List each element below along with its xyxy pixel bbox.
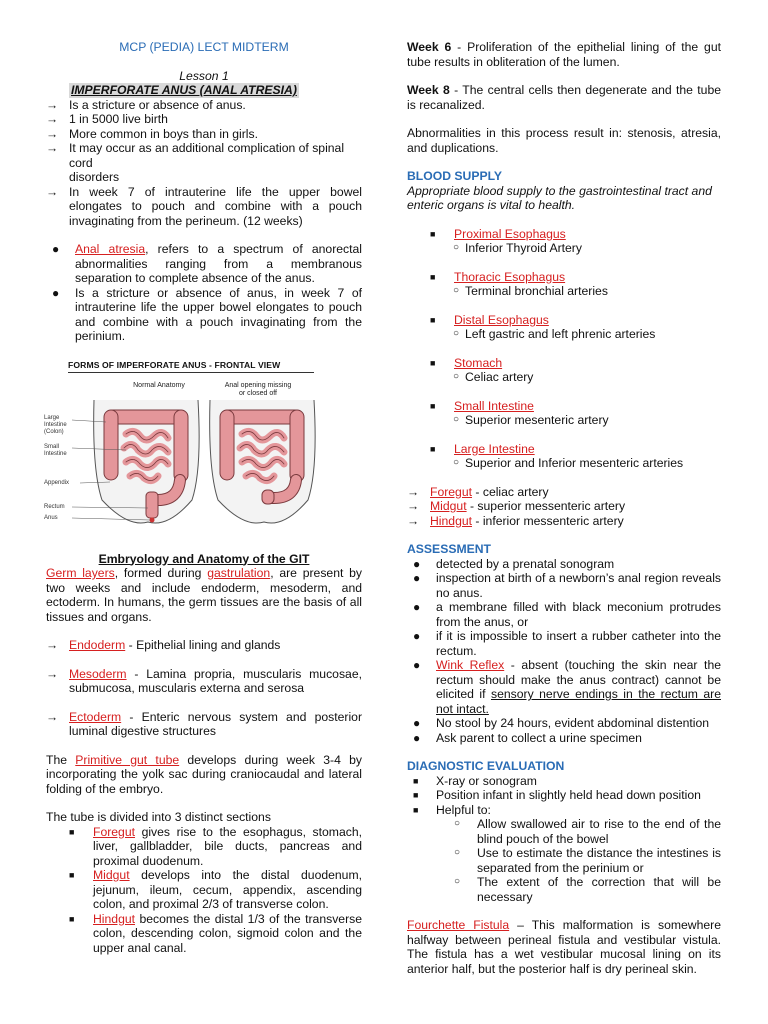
arrow-icon: → [407,499,420,513]
list-item: → Midgut - superior messenteric artery [407,499,626,513]
list-item: ■ Stomach [430,355,503,370]
blood-supply-intro: Appropriate blood supply to the gastrointestinal tract and enteric organs is vital to health. [407,183,712,212]
list-item: ○ Use to estimate the distance the intestines is separated from the perinium or [454,846,721,875]
bullet-icon: ● [413,629,421,643]
list-item: ● a membrane filled with black meconium protrudes from the anus, or [413,600,721,629]
list-item: ■ Small Intestine [430,398,534,413]
list-item: ■ Large Intestine [430,441,535,456]
bullet-icon: ● [52,242,60,256]
list-item: → Ectoderm - Enteric nervous system and posterior luminal digestive structures [46,709,362,738]
embryology-title: Embryology and Anatomy of the GIT [98,551,310,566]
list-item: ● Ask parent to collect a urine specimen [413,730,642,745]
arrow-icon: → [46,112,59,126]
arrow-icon: → [407,513,420,528]
assessment-heading: ASSESSMENT [407,542,491,556]
list-item: → It may occur as an additional complication of spinal cord [46,141,345,170]
list-item: → Is a stricture or absence of anus. [46,97,246,112]
list-item: ■ Helpful to: [413,802,491,817]
caption-missing: Anal opening missing or closed off [224,381,292,397]
arrow-icon: → [46,126,59,141]
list-item: ○ Allow swallowed air to rise to the end of the blind pouch of the bowel [454,817,721,846]
lesson-label: Lesson 1 [179,68,229,83]
list-item: → Mesoderm - Lamina propria, muscularis mucosae, submucosa, muscularis externa and serosa [46,666,362,695]
arrow-icon: → [46,184,59,199]
list-item: ● if it is impossible to insert a rubber catheter into the rectum. [413,629,721,658]
list-item: ○ Superior and Inferior mesenteric arteries [453,456,684,470]
list-item: ■ Midgut develops into the distal duodenum, jejunum, ileum, cecum, appendix, ascending colon, and proximal 2/3 of transverse colon. [69,868,362,911]
week-8-paragraph: Week 8 - The central cells then degenerate and the tube is recanalized. [407,83,722,112]
list-item: ● Wink Reflex - absent (touching the skin near the rectum should make the anus contract) cannot be elicited if sensory nerve endings in the rectum are not intact. [413,658,721,716]
abnormalities-paragraph: Abnormalities in this process result in: stenosis, atresia, and duplications. [407,126,721,155]
square-bullet-icon: ■ [430,228,436,239]
bullet-icon: ● [52,285,60,300]
square-bullet-icon: ■ [69,913,75,924]
label-rectum: Rectum [44,503,65,510]
list-item: → Hindgut - inferior messenteric artery [407,513,624,528]
list-item: ● detected by a prenatal sonogram [413,556,615,571]
arrow-icon: → [46,638,59,652]
left-column [46,40,362,955]
list-item: → In week 7 of intrauterine life the upper bowel elongates to pouch and combine with a pouch invaginating from the perineum. (12 weeks) [46,184,362,228]
divided-line: The tube is divided into 3 distinct sections [46,810,271,824]
bullet-icon: ● [413,716,421,730]
anatomy-figure [44,359,318,528]
arrow-icon: → [46,666,59,681]
list-item: ○ Superior mesenteric artery [453,413,609,427]
circle-bullet-icon: ○ [453,328,460,339]
square-bullet-icon: ■ [430,314,436,325]
list-item: ■ Position infant in slightly held head down position [413,788,701,802]
circle-bullet-icon: ○ [453,371,460,382]
list-item: → 1 in 5000 live birth [46,112,168,126]
bullet-icon: ● [413,658,421,672]
arrow-icon: → [407,484,420,499]
square-bullet-icon: ■ [413,775,419,786]
circle-bullet-icon: ○ [454,876,461,887]
course-title: MCP (PEDIA) LECT MIDTERM [119,40,289,54]
list-item: ■ Foregut gives rise to the esophagus, stomach, liver, gallbladder, bile ducts, pancreas and proximal duodenum. [69,824,362,868]
figure-title: FORMS OF IMPERFORATE ANUS - FRONTAL VIEW [68,359,281,370]
caption-normal: Normal Anatomy [133,381,185,389]
circle-bullet-icon: ○ [454,847,461,858]
list-item: → More common in boys than in girls. [46,126,258,141]
list-item: ■ Thoracic Esophagus [430,269,566,284]
gut-tube-paragraph: The Primitive gut tube develops during week 3-4 by incorporating the yolk sac during craniocaudal and lateral folding of the embryo. [46,752,363,796]
square-bullet-icon: ■ [430,400,436,411]
circle-bullet-icon: ○ [453,457,460,468]
square-bullet-icon: ■ [413,804,419,815]
list-item: ○ The extent of the correction that will be necessary [454,875,721,904]
square-bullet-icon: ■ [430,271,436,282]
label-small-intestine: Small Intestine [44,443,67,457]
bullet-icon: ● [413,556,421,571]
topic-title: IMPERFORATE ANUS (ANAL ATRESIA) [71,83,297,97]
intestine-illustration [68,360,318,528]
list-item: ○ Terminal bronchial arteries [453,284,608,298]
circle-bullet-icon: ○ [454,818,461,829]
bullet-icon: ● [413,730,421,745]
bullet-icon: ● [413,571,421,585]
list-item: → Endoderm - Epithelial lining and glands [46,638,281,652]
square-bullet-icon: ■ [430,443,436,454]
list-item: ■ Distal Esophagus [430,312,549,327]
list-item: ● Anal atresia, refers to a spectrum of anorectal abnormalities ranging from a membranous separation to complete absence of the anus. [52,242,363,285]
list-item: ● Is a stricture or absence of anus, in week 7 of intrauterine life the upper bowel elongates to pouch and combine with a pouch invaginating from the perinium. [52,285,362,343]
arrow-icon: → [46,709,59,724]
square-bullet-icon: ■ [69,826,75,837]
right-column [407,40,721,976]
list-item: → Foregut - celiac artery [407,484,549,499]
list-item: ■ X-ray or sonogram [413,773,537,788]
circle-bullet-icon: ○ [453,414,460,425]
list-item: ○ Celiac artery [453,370,534,384]
blood-supply-heading: BLOOD SUPPLY [407,169,503,183]
list-item: ○ Inferior Thyroid Artery [453,241,582,255]
list-item: ■ Hindgut becomes the distal 1/3 of the transverse colon, descending colon, sigmoid colon and the upper anal canal. [69,911,362,955]
torso-normal [94,400,199,523]
germ-layers-paragraph: Germ layers, formed during gastrulation, are present by two weeks and include endoderm, mesoderm, and ectoderm. In humans, the germ tissues are the basis of all tissues and organs. [46,566,362,624]
label-anus: Anus [44,514,58,521]
bullet-icon: ● [413,600,421,614]
square-bullet-icon: ■ [69,870,75,880]
torso-missing [210,400,315,523]
week-6-paragraph: Week 6 - Proliferation of the epithelial lining of the gut tube results in obliteration of the lumen. [407,40,721,69]
list-item: ■ Proximal Esophagus [430,226,566,241]
square-bullet-icon: ■ [430,357,436,368]
circle-bullet-icon: ○ [453,285,460,296]
diagnostic-heading: DIAGNOSTIC EVALUATION [407,759,565,773]
square-bullet-icon: ■ [413,790,419,800]
label-large-intestine: Large Intestine (Colon) [44,414,67,435]
list-item: ● No stool by 24 hours, evident abdominal distention [413,716,710,730]
fourchette-paragraph: Fourchette Fistula – This malformation is somewhere halfway between perineal fistula and vestibular vistula. The fistula has a wet vestibular mucosal lining on its anterior half, but the posterior half is dry perineal skin. [407,918,721,976]
circle-bullet-icon: ○ [453,242,460,253]
list-item: ● inspection at birth of a newborn’s anal region reveals no anus. [413,571,721,600]
label-appendix: Appendix [44,479,70,486]
disorders-line: disorders [69,170,120,184]
arrow-icon: → [46,141,59,155]
list-item: ○ Left gastric and left phrenic arteries [453,327,656,341]
arrow-icon: → [46,97,59,112]
